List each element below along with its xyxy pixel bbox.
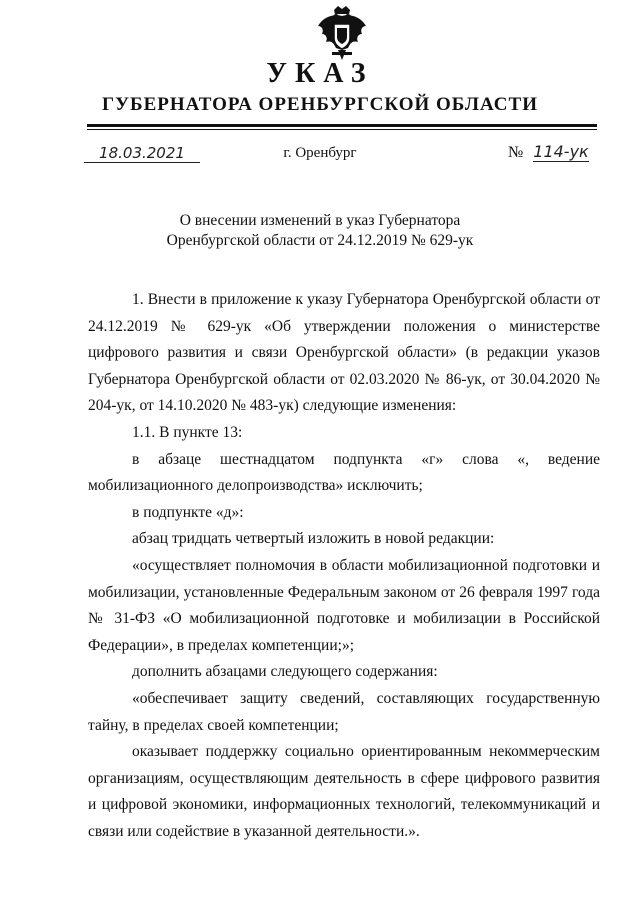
heading-line: Оренбургской области от 24.12.2019 № 629-ук <box>166 232 474 249</box>
body-paragraph: 1. Внести в приложение к указу Губернатора Оренбургской области от 24.12.2019 № 629-ук «Об утверждении положения о министерстве цифрового развития и связи Оренбургской области» (в редакции указов Губернатора Оренбургской области от 02.03.2020 № 86-ук, от 30.04.2020 № 204-ук, от 14.10.2020 № 483-ук) следующие изменения: <box>88 291 600 415</box>
header-rule-thin <box>87 129 597 130</box>
decree-number: 114-ук <box>533 142 589 161</box>
body-paragraph: оказывает поддержку социально ориентированным некоммерческим организациям, осуществляющим деятельность в сфере цифрового развития и цифровой экономики, информационных технологий, телекоммуникаций и связи или содействие в указанной деятельности.». <box>88 743 600 840</box>
decree-city: г. Оренбург <box>283 145 357 161</box>
heading-line: О внесении изменений в указ Губернатора <box>179 212 461 229</box>
decree-title: УКАЗ <box>266 58 374 89</box>
body-paragraph: «обеспечивает защиту сведений, составляющих государственную тайну, в пределах своей компетенции; <box>88 689 600 734</box>
header-rule-thick <box>87 124 597 127</box>
decree-date: 18.03.2021 <box>99 144 185 162</box>
body-paragraph: в абзаце шестнадцатом подпункта «г» слова «, ведение мобилизационного делопроизводства» исключить; <box>88 450 600 495</box>
number-label: № <box>508 144 524 161</box>
decree-body <box>88 287 600 845</box>
decree-issuer: ГУБЕРНАТОРА ОРЕНБУРГСКОЙ ОБЛАСТИ <box>102 94 538 115</box>
body-paragraph: «осуществляет полномочия в области мобилизационной подготовки и мобилизации, установленные Федеральным законом от 26 февраля 1997 года № 31-ФЗ «О мобилизационной подготовке и мобилизации в Российской Федерации», в пределах компетенции;»; <box>88 556 600 654</box>
body-paragraph: абзац тридцать четвертый изложить в новой редакции: <box>132 530 495 548</box>
body-paragraph: в подпункте «д»: <box>132 503 244 521</box>
decree-heading <box>0 211 640 251</box>
body-paragraph: дополнить абзацами следующего содержания: <box>132 663 438 681</box>
orenburg-coat-of-arms-icon <box>312 4 372 64</box>
body-paragraph: 1.1. В пункте 13: <box>132 423 243 441</box>
date-underline <box>84 162 200 163</box>
decree-number-field <box>508 142 589 162</box>
